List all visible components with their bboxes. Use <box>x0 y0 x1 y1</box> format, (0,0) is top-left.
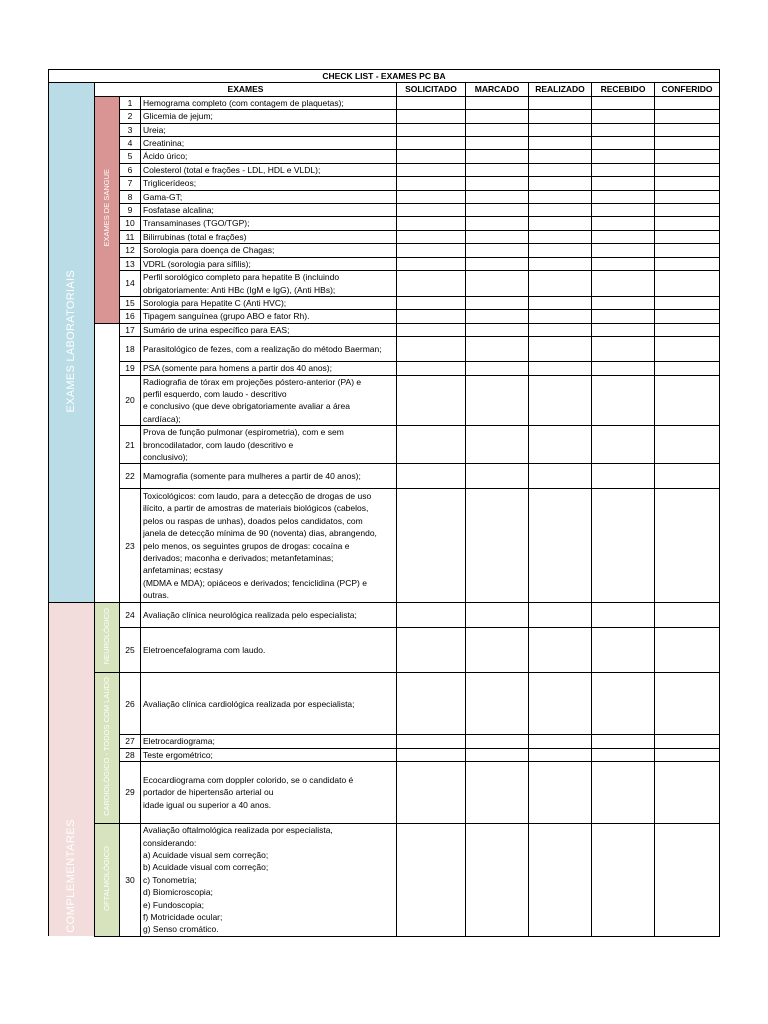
exam-number: 24 <box>120 603 141 628</box>
table-row <box>49 204 720 217</box>
check-cell-marcado[interactable] <box>466 271 529 297</box>
exam-description: VDRL (sorologia para sífilis); <box>141 257 397 270</box>
exam-number: 6 <box>120 163 141 176</box>
exam-number: 30 <box>120 824 141 937</box>
exam-number: 23 <box>120 489 141 603</box>
check-cell-solicitado[interactable] <box>397 123 466 136</box>
check-cell-realizado[interactable] <box>529 217 592 230</box>
checklist-table <box>48 69 720 937</box>
exam-number: 25 <box>120 628 141 673</box>
check-cell-marcado[interactable] <box>466 296 529 309</box>
table-row <box>49 177 720 190</box>
check-cell-recebido[interactable] <box>592 271 655 297</box>
check-cell-realizado[interactable] <box>529 426 592 464</box>
check-cell-solicitado[interactable] <box>397 217 466 230</box>
check-cell-marcado[interactable] <box>466 190 529 203</box>
check-cell-solicitado[interactable] <box>397 489 466 603</box>
check-cell-realizado[interactable] <box>529 748 592 761</box>
checklist-body <box>49 70 720 937</box>
group-label: NEUROLÓGICO <box>101 608 111 665</box>
table-row <box>49 217 720 230</box>
check-cell-marcado[interactable] <box>466 464 529 489</box>
check-cell-marcado[interactable] <box>466 257 529 270</box>
exam-description: PSA (somente para homens a partir dos 40 anos); <box>141 362 397 375</box>
check-cell-solicitado[interactable] <box>397 257 466 270</box>
header-exames: EXAMES <box>95 83 397 96</box>
check-cell-realizado[interactable] <box>529 96 592 109</box>
table-row <box>49 362 720 375</box>
check-cell-realizado[interactable] <box>529 673 592 735</box>
check-cell-conferido[interactable] <box>655 464 720 489</box>
group-oftalmologico <box>95 824 120 937</box>
check-cell-conferido[interactable] <box>655 190 720 203</box>
check-cell-recebido[interactable] <box>592 426 655 464</box>
check-cell-conferido[interactable] <box>655 426 720 464</box>
check-cell-solicitado[interactable] <box>397 337 466 362</box>
exam-number: 28 <box>120 748 141 761</box>
check-cell-realizado[interactable] <box>529 137 592 150</box>
check-cell-conferido[interactable] <box>655 735 720 748</box>
check-cell-recebido[interactable] <box>592 603 655 628</box>
check-cell-marcado[interactable] <box>466 824 529 937</box>
check-cell-realizado[interactable] <box>529 362 592 375</box>
exam-description: Parasitológico de fezes, com a realização do método Baerman; <box>141 337 397 362</box>
check-cell-solicitado[interactable] <box>397 310 466 323</box>
exam-description: Tipagem sanguínea (grupo ABO e fator Rh). <box>141 310 397 323</box>
check-cell-conferido[interactable] <box>655 310 720 323</box>
table-row <box>49 257 720 270</box>
group-label: COMPLEMENTARES <box>65 819 78 933</box>
check-cell-conferido[interactable] <box>655 748 720 761</box>
check-cell-marcado[interactable] <box>466 230 529 243</box>
check-cell-recebido[interactable] <box>592 190 655 203</box>
check-cell-marcado[interactable] <box>466 748 529 761</box>
table-row <box>49 271 720 297</box>
table-row <box>49 296 720 309</box>
check-cell-conferido[interactable] <box>655 337 720 362</box>
header-marcado: MARCADO <box>466 83 529 96</box>
check-cell-realizado[interactable] <box>529 489 592 603</box>
check-cell-marcado[interactable] <box>466 673 529 735</box>
table-row <box>49 163 720 176</box>
header-conferido: CONFERIDO <box>655 83 720 96</box>
check-cell-realizado[interactable] <box>529 244 592 257</box>
check-cell-marcado[interactable] <box>466 244 529 257</box>
check-cell-marcado[interactable] <box>466 310 529 323</box>
check-cell-realizado[interactable] <box>529 337 592 362</box>
exam-description: Avaliação clínica cardiológica realizada por especialista; <box>141 673 397 735</box>
exam-number: 21 <box>120 426 141 464</box>
check-cell-realizado[interactable] <box>529 257 592 270</box>
check-cell-recebido[interactable] <box>592 748 655 761</box>
check-cell-recebido[interactable] <box>592 110 655 123</box>
check-cell-recebido[interactable] <box>592 762 655 824</box>
check-cell-recebido[interactable] <box>592 177 655 190</box>
check-cell-realizado[interactable] <box>529 177 592 190</box>
exam-description: Bilirrubinas (total e frações) <box>141 230 397 243</box>
exam-number: 16 <box>120 310 141 323</box>
exam-number: 1 <box>120 96 141 109</box>
table-row <box>49 337 720 362</box>
header-realizado: REALIZADO <box>529 83 592 96</box>
check-cell-solicitado[interactable] <box>397 177 466 190</box>
check-cell-recebido[interactable] <box>592 489 655 603</box>
exam-description: Sorologia para doença de Chagas; <box>141 244 397 257</box>
check-cell-realizado[interactable] <box>529 375 592 426</box>
table-row <box>49 628 720 673</box>
table-row <box>49 123 720 136</box>
check-cell-marcado[interactable] <box>466 110 529 123</box>
check-cell-marcado[interactable] <box>466 337 529 362</box>
check-cell-solicitado[interactable] <box>397 163 466 176</box>
exam-number: 7 <box>120 177 141 190</box>
group-complementares <box>49 603 95 936</box>
check-cell-marcado[interactable] <box>466 96 529 109</box>
exam-description: Mamografia (somente para mulheres a partir de 40 anos); <box>141 464 397 489</box>
check-cell-conferido[interactable] <box>655 603 720 628</box>
exam-description: Ácido úrico; <box>141 150 397 163</box>
exam-number: 13 <box>120 257 141 270</box>
check-cell-realizado[interactable] <box>529 271 592 297</box>
exam-number: 8 <box>120 190 141 203</box>
check-cell-solicitado[interactable] <box>397 137 466 150</box>
check-cell-realizado[interactable] <box>529 628 592 673</box>
exam-number: 26 <box>120 673 141 735</box>
exam-number: 18 <box>120 337 141 362</box>
exam-description: Prova de função pulmonar (espirometria), com e sem broncodilatador, com laudo (descritivo e conclusivo); <box>141 426 397 464</box>
check-cell-realizado[interactable] <box>529 464 592 489</box>
check-cell-marcado[interactable] <box>466 150 529 163</box>
exam-number: 20 <box>120 375 141 426</box>
exam-description: Eletrocardiograma; <box>141 735 397 748</box>
check-cell-recebido[interactable] <box>592 296 655 309</box>
check-cell-recebido[interactable] <box>592 362 655 375</box>
table-row <box>49 748 720 761</box>
check-cell-conferido[interactable] <box>655 137 720 150</box>
check-cell-realizado[interactable] <box>529 824 592 937</box>
exam-number: 3 <box>120 123 141 136</box>
exam-description: Ureia; <box>141 123 397 136</box>
check-cell-marcado[interactable] <box>466 375 529 426</box>
group-label: EXAMES DE SANGUE <box>101 169 111 247</box>
checklist-sheet <box>48 69 719 937</box>
check-cell-marcado[interactable] <box>466 762 529 824</box>
group-neurologico <box>95 603 120 673</box>
check-cell-conferido[interactable] <box>655 673 720 735</box>
check-cell-solicitado[interactable] <box>397 464 466 489</box>
check-cell-conferido[interactable] <box>655 204 720 217</box>
check-cell-recebido[interactable] <box>592 96 655 109</box>
check-cell-recebido[interactable] <box>592 735 655 748</box>
check-cell-solicitado[interactable] <box>397 271 466 297</box>
check-cell-realizado[interactable] <box>529 204 592 217</box>
exam-number: 5 <box>120 150 141 163</box>
check-cell-solicitado[interactable] <box>397 296 466 309</box>
check-cell-marcado[interactable] <box>466 204 529 217</box>
check-cell-recebido[interactable] <box>592 824 655 937</box>
exam-description: Colesterol (total e frações - LDL, HDL e VLDL); <box>141 163 397 176</box>
check-cell-marcado[interactable] <box>466 362 529 375</box>
check-cell-solicitado[interactable] <box>397 362 466 375</box>
table-row <box>49 110 720 123</box>
check-cell-realizado[interactable] <box>529 150 592 163</box>
check-cell-recebido[interactable] <box>592 163 655 176</box>
check-cell-solicitado[interactable] <box>397 204 466 217</box>
table-row <box>49 603 720 628</box>
check-cell-solicitado[interactable] <box>397 748 466 761</box>
check-cell-solicitado[interactable] <box>397 323 466 336</box>
check-cell-solicitado[interactable] <box>397 190 466 203</box>
check-cell-marcado[interactable] <box>466 323 529 336</box>
check-cell-conferido[interactable] <box>655 96 720 109</box>
check-cell-recebido[interactable] <box>592 137 655 150</box>
check-cell-recebido[interactable] <box>592 257 655 270</box>
exam-number: 12 <box>120 244 141 257</box>
group-cardiologico <box>95 673 120 824</box>
check-cell-solicitado[interactable] <box>397 110 466 123</box>
table-row <box>49 150 720 163</box>
exam-description: Teste ergométrico; <box>141 748 397 761</box>
check-cell-recebido[interactable] <box>592 673 655 735</box>
check-cell-marcado[interactable] <box>466 489 529 603</box>
check-cell-recebido[interactable] <box>592 375 655 426</box>
check-cell-solicitado[interactable] <box>397 375 466 426</box>
exam-description: Avaliação clínica neurológica realizada pelo especialista; <box>141 603 397 628</box>
table-row <box>49 375 720 426</box>
header-solicitado: SOLICITADO <box>397 83 466 96</box>
check-cell-conferido[interactable] <box>655 217 720 230</box>
check-cell-solicitado[interactable] <box>397 735 466 748</box>
check-cell-realizado[interactable] <box>529 123 592 136</box>
check-cell-solicitado[interactable] <box>397 426 466 464</box>
group-exames-laboratoriais <box>49 83 95 603</box>
check-cell-conferido[interactable] <box>655 230 720 243</box>
exam-number: 14 <box>120 271 141 297</box>
check-cell-realizado[interactable] <box>529 163 592 176</box>
check-cell-recebido[interactable] <box>592 310 655 323</box>
exam-number: 9 <box>120 204 141 217</box>
check-cell-marcado[interactable] <box>466 426 529 464</box>
exam-description: Eletroencefalograma com laudo. <box>141 628 397 673</box>
exam-number: 27 <box>120 735 141 748</box>
check-cell-conferido[interactable] <box>655 628 720 673</box>
check-cell-conferido[interactable] <box>655 489 720 603</box>
exam-number: 17 <box>120 323 141 336</box>
table-row <box>49 824 720 937</box>
check-cell-conferido[interactable] <box>655 323 720 336</box>
check-cell-realizado[interactable] <box>529 323 592 336</box>
exam-description: Sorologia para Hepatite C (Anti HVC); <box>141 296 397 309</box>
check-cell-recebido[interactable] <box>592 230 655 243</box>
check-cell-conferido[interactable] <box>655 824 720 937</box>
check-cell-conferido[interactable] <box>655 244 720 257</box>
table-row <box>49 190 720 203</box>
check-cell-conferido[interactable] <box>655 271 720 297</box>
group-label: EXAMES LABORATORIAIS <box>65 269 78 413</box>
check-cell-realizado[interactable] <box>529 296 592 309</box>
check-cell-conferido[interactable] <box>655 123 720 136</box>
exam-description: Perfil sorológico completo para hepatite B (incluindo obrigatoriamente: Anti HBc (IgM e IgG), (Anti HBs); <box>141 271 397 297</box>
check-cell-marcado[interactable] <box>466 217 529 230</box>
check-cell-solicitado[interactable] <box>397 150 466 163</box>
table-row <box>49 735 720 748</box>
check-cell-realizado[interactable] <box>529 310 592 323</box>
table-row <box>49 762 720 824</box>
check-cell-solicitado[interactable] <box>397 244 466 257</box>
exam-description: Radiografia de tórax em projeções póstero-anterior (PA) e perfil esquerdo, com laudo - descritivo e conclusivo (que deve obrigatoriamente avaliar a área cardíaca); <box>141 375 397 426</box>
exam-number: 4 <box>120 137 141 150</box>
exam-description: Transaminases (TGO/TGP); <box>141 217 397 230</box>
check-cell-recebido[interactable] <box>592 204 655 217</box>
table-row <box>49 310 720 323</box>
check-cell-realizado[interactable] <box>529 762 592 824</box>
group-label: OFTALMOLÓGICO <box>101 845 111 911</box>
check-cell-recebido[interactable] <box>592 150 655 163</box>
check-cell-recebido[interactable] <box>592 217 655 230</box>
exam-description: Hemograma completo (com contagem de plaquetas); <box>141 96 397 109</box>
check-cell-marcado[interactable] <box>466 628 529 673</box>
exam-number: 29 <box>120 762 141 824</box>
exam-description: Toxicológicos: com laudo, para a detecção de drogas de uso ilícito, a partir de amostras de materiais biológicos (cabelos, pelos ou raspas de unhas), doados pelos candidatos, com janela de detecção mínima de 90 (noventa) dias, abrangendo, pelo menos, os seguintes grupos de drogas: cocaína e derivados; maconha e derivados; metanfetaminas; anfetaminas; ecstasy (MDMA e MDA); opiáceos e derivados; fenciclidina (PCP) e outras. <box>141 489 397 603</box>
check-cell-solicitado[interactable] <box>397 96 466 109</box>
table-row <box>49 323 720 336</box>
check-cell-conferido[interactable] <box>655 762 720 824</box>
table-row <box>49 244 720 257</box>
exam-description: Gama-GT; <box>141 190 397 203</box>
check-cell-realizado[interactable] <box>529 110 592 123</box>
exam-description: Creatinina; <box>141 137 397 150</box>
check-cell-solicitado[interactable] <box>397 603 466 628</box>
check-cell-solicitado[interactable] <box>397 628 466 673</box>
check-cell-conferido[interactable] <box>655 110 720 123</box>
exam-number: 15 <box>120 296 141 309</box>
table-row <box>49 464 720 489</box>
check-cell-realizado[interactable] <box>529 190 592 203</box>
exam-number: 19 <box>120 362 141 375</box>
check-cell-conferido[interactable] <box>655 177 720 190</box>
exam-number: 11 <box>120 230 141 243</box>
check-cell-recebido[interactable] <box>592 123 655 136</box>
group-exames-de-sangue <box>95 96 120 323</box>
exam-description: Fosfatase alcalina; <box>141 204 397 217</box>
check-cell-solicitado[interactable] <box>397 230 466 243</box>
check-cell-conferido[interactable] <box>655 257 720 270</box>
check-cell-marcado[interactable] <box>466 603 529 628</box>
check-cell-realizado[interactable] <box>529 735 592 748</box>
group-label: CARDIOLÓGICO - TODOS COM LAUDO <box>101 677 111 817</box>
group-outros-laboratoriais <box>95 323 120 603</box>
header-recebido: RECEBIDO <box>592 83 655 96</box>
table-row <box>49 489 720 603</box>
check-cell-solicitado[interactable] <box>397 762 466 824</box>
check-cell-conferido[interactable] <box>655 150 720 163</box>
check-cell-realizado[interactable] <box>529 230 592 243</box>
exam-description: Sumário de urina específico para EAS; <box>141 323 397 336</box>
exam-description: Triglicerídeos; <box>141 177 397 190</box>
check-cell-marcado[interactable] <box>466 163 529 176</box>
check-cell-recebido[interactable] <box>592 323 655 336</box>
check-cell-conferido[interactable] <box>655 296 720 309</box>
check-cell-recebido[interactable] <box>592 628 655 673</box>
check-cell-marcado[interactable] <box>466 137 529 150</box>
check-cell-marcado[interactable] <box>466 177 529 190</box>
exam-number: 22 <box>120 464 141 489</box>
check-cell-marcado[interactable] <box>466 735 529 748</box>
check-cell-conferido[interactable] <box>655 362 720 375</box>
table-row <box>49 137 720 150</box>
check-cell-solicitado[interactable] <box>397 673 466 735</box>
check-cell-recebido[interactable] <box>592 244 655 257</box>
check-cell-conferido[interactable] <box>655 375 720 426</box>
check-cell-realizado[interactable] <box>529 603 592 628</box>
exam-number: 10 <box>120 217 141 230</box>
exam-description: Avaliação oftalmológica realizada por especialista, considerando: a) Acuidade visual sem correção; b) Acuidade visual com correção; c) Tonometria; d) Biomicroscopia; e) Fundoscopia; f) Motricidade ocular; g) Senso cromático. <box>141 824 397 937</box>
table-row <box>49 673 720 735</box>
exam-description: Glicemia de jejum; <box>141 110 397 123</box>
check-cell-recebido[interactable] <box>592 337 655 362</box>
table-row <box>49 96 720 109</box>
exam-description: Ecocardiograma com doppler colorido, se o candidato é portador de hipertensão arterial ou idade igual ou superior a 40 anos. <box>141 762 397 824</box>
check-cell-marcado[interactable] <box>466 123 529 136</box>
table-row <box>49 230 720 243</box>
exam-number: 2 <box>120 110 141 123</box>
check-cell-recebido[interactable] <box>592 464 655 489</box>
check-cell-conferido[interactable] <box>655 163 720 176</box>
check-cell-solicitado[interactable] <box>397 824 466 937</box>
sheet-title: CHECK LIST - EXAMES PC BA <box>49 70 720 83</box>
table-row <box>49 426 720 464</box>
